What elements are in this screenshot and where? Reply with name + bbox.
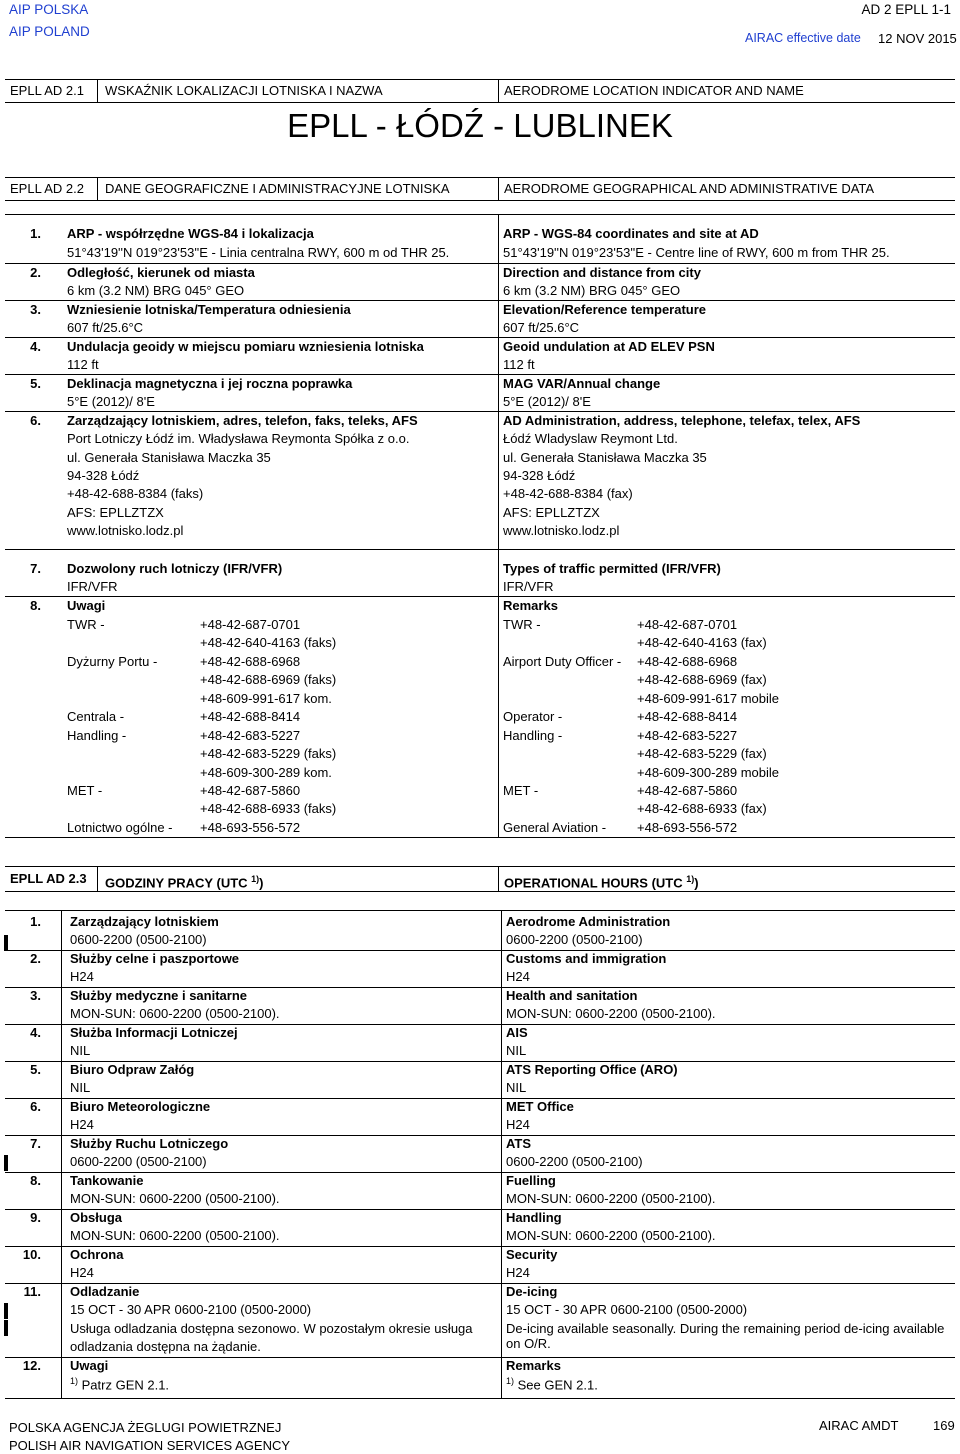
- hours-value-en: H24: [506, 969, 530, 984]
- remark-phone-en: +48-42-683-5227: [637, 728, 738, 743]
- section-bar-2-2: [5, 177, 955, 201]
- hours-heading-en: ATS: [506, 1136, 532, 1151]
- hours-heading-pl: Służby medyczne i sanitarne: [70, 988, 248, 1003]
- remark-phone-en: +48-609-300-289 mobile: [637, 765, 780, 780]
- hours-heading-en: Customs and immigration: [506, 951, 667, 966]
- hours-value-pl: MON-SUN: 0600-2200 (0500-2100).: [70, 1228, 280, 1243]
- hours-item-number: 9.: [30, 1210, 41, 1225]
- hours-item-number: 5.: [30, 1062, 41, 1077]
- change-marker: [4, 1155, 8, 1171]
- section-code: EPLL AD 2.2: [10, 181, 84, 196]
- remark-phone-en: +48-42-688-6969 (fax): [637, 672, 767, 687]
- hours-value-pl: NIL: [70, 1080, 91, 1095]
- section-code: EPLL AD 2.1: [10, 83, 84, 98]
- hours-item-number: 1.: [30, 914, 41, 929]
- remark-phone-en: +48-42-687-0701: [637, 617, 738, 632]
- section-bar-2-1: [5, 79, 955, 103]
- hours-heading-en: ATS Reporting Office (ARO): [506, 1062, 678, 1077]
- remark-phone-pl: +48-42-640-4163 (faks): [200, 635, 337, 650]
- hours-value-en: NIL: [506, 1080, 527, 1095]
- header-page-id: AD 2 EPLL 1-1: [861, 2, 951, 17]
- hours-heading-en: Health and sanitation: [506, 988, 638, 1003]
- item-value: 51°43'19''N 019°23'53''E - Centre line of RWY, 600 m from THR 25.: [503, 245, 890, 260]
- hours-value-pl: 0600-2200 (0500-2100): [70, 1154, 207, 1169]
- remark-phone-en: +48-42-688-6933 (fax): [637, 801, 767, 816]
- remark-phone-pl: +48-42-683-5229 (faks): [200, 746, 337, 761]
- remark-phone-pl: +48-42-683-5227: [200, 728, 301, 743]
- hours-item-number: 6.: [30, 1099, 41, 1114]
- hours-item-number: 4.: [30, 1025, 41, 1040]
- header-aip-poland: AIP POLAND: [9, 24, 90, 39]
- remark-label-pl: Centrala -: [67, 709, 125, 724]
- hours-item-number: 10.: [22, 1247, 41, 1262]
- hours-heading-pl: Zarządzający lotniskiem: [70, 914, 219, 929]
- hours-value-pl: H24: [70, 1265, 94, 1280]
- footer-agency-en: POLISH AIR NAVIGATION SERVICES AGENCY: [9, 1438, 291, 1453]
- hours-heading-en: MET Office: [506, 1099, 574, 1114]
- remark-phone-pl: +48-609-300-289 kom.: [200, 765, 332, 780]
- deicing-pl-line1: Usługa odladzania dostępna sezonowo. W pozostałym okresie usługa: [70, 1321, 473, 1336]
- change-marker: [4, 1320, 8, 1336]
- airac-date: 12 NOV 2015: [878, 31, 957, 46]
- hours-value-pl: MON-SUN: 0600-2200 (0500-2100).: [70, 1006, 280, 1021]
- hours-heading-pl: Ochrona: [70, 1247, 124, 1262]
- hours-value-en: 0600-2200 (0500-2100): [506, 1154, 643, 1169]
- remark-phone-en: +48-42-687-5860: [637, 783, 738, 798]
- remark-label-pl: Lotnictwo ogólne -: [67, 820, 173, 835]
- hours-value-pl: MON-SUN: 0600-2200 (0500-2100).: [70, 1191, 280, 1206]
- section-title-pl: DANE GEOGRAFICZNE I ADMINISTRACYJNE LOTNISKA: [105, 181, 450, 196]
- hours-heading-pl: Biuro Meteorologiczne: [70, 1099, 211, 1114]
- remark-phone-pl: +48-42-688-6969 (faks): [200, 672, 337, 687]
- remark-label-pl: MET -: [67, 783, 103, 798]
- hours-value-en: 0600-2200 (0500-2100): [506, 932, 643, 947]
- remark-phone-pl: +48-609-991-617 kom.: [200, 691, 332, 706]
- remark-label-en: TWR -: [503, 617, 541, 632]
- remark-label-pl: Dyżurny Portu -: [67, 654, 158, 669]
- hours-heading-en: Fuelling: [506, 1173, 556, 1188]
- remark-label-en: Handling -: [503, 728, 563, 743]
- remark-label-en: MET -: [503, 783, 539, 798]
- hours-heading-pl: Obsługa: [70, 1210, 123, 1225]
- footer-agency-pl: POLSKA AGENCJA ŻEGLUGI POWIETRZNEJ: [9, 1420, 282, 1435]
- page-title: EPLL - ŁÓDŹ - LUBLINEK: [287, 107, 673, 144]
- hours-value-en: MON-SUN: 0600-2200 (0500-2100).: [506, 1191, 716, 1206]
- deicing-en: De-icing available seasonally. During the remaining period de-icing available on O/R.: [506, 1321, 945, 1351]
- hours-value-pl: 0600-2200 (0500-2100): [70, 932, 207, 947]
- hours-heading-pl: Służby celne i paszportowe: [70, 951, 240, 966]
- section-title-en: AERODROME GEOGRAPHICAL AND ADMINISTRATIVE DATA: [504, 181, 875, 196]
- hours-item-number: 3.: [30, 988, 41, 1003]
- hours-value-pl: 15 OCT - 30 APR 0600-2100 (0500-2000): [70, 1302, 312, 1317]
- hours-heading-pl: Służby Ruchu Lotniczego: [70, 1136, 229, 1151]
- hours-item-number: 11.: [23, 1284, 41, 1299]
- hours-item-number: 2.: [30, 951, 41, 966]
- hours-value-en: H24: [506, 1117, 530, 1132]
- hours-value-en: NIL: [506, 1043, 527, 1058]
- remark-phone-en: +48-42-688-8414: [637, 709, 738, 724]
- hours-value-en: MON-SUN: 0600-2200 (0500-2100).: [506, 1006, 716, 1021]
- footer-amdt: AIRAC AMDT: [819, 1418, 899, 1433]
- header-aip-polska: AIP POLSKA: [9, 2, 89, 17]
- section-title-pl: WSKAŹNIK LOKALIZACJI LOTNISKA I NAZWA: [105, 83, 383, 98]
- hours-value-en: H24: [506, 1265, 530, 1280]
- remark-phone-pl: +48-42-687-0701: [200, 617, 301, 632]
- hours-heading-pl: Tankowanie: [70, 1173, 144, 1188]
- hours-heading-en: Aerodrome Administration: [506, 914, 671, 929]
- change-marker: [4, 1303, 8, 1319]
- hours-heading-en: Handling: [506, 1210, 562, 1225]
- hours-heading-en: Security: [506, 1247, 558, 1262]
- hours-item-number: 8.: [30, 1173, 41, 1188]
- hours-value-pl: NIL: [70, 1043, 91, 1058]
- hours-value-pl: H24: [70, 1117, 94, 1132]
- remark-phone-pl: +48-42-688-8414: [200, 709, 301, 724]
- remark-phone-en: +48-42-640-4163 (fax): [637, 635, 767, 650]
- remark-phone-pl: +48-42-687-5860: [200, 783, 301, 798]
- hours-heading-en: De-icing: [506, 1284, 558, 1299]
- hours-heading-pl: Biuro Odpraw Załóg: [70, 1062, 195, 1077]
- remark-label-en: Airport Duty Officer -: [503, 654, 622, 669]
- airac-label: AIRAC effective date: [745, 31, 861, 45]
- remark-phone-en: +48-42-688-6968: [637, 654, 738, 669]
- remark-phone-en: +48-609-991-617 mobile: [637, 691, 780, 706]
- hours-heading-pl: Odladzanie: [70, 1284, 140, 1299]
- section-title-en: AERODROME LOCATION INDICATOR AND NAME: [504, 83, 804, 98]
- hours-value-pl: H24: [70, 969, 94, 984]
- footer-page-number: 169: [933, 1418, 955, 1433]
- remark-label-pl: TWR -: [67, 617, 105, 632]
- item-heading: ARP - współrzędne WGS-84 i lokalizacja: [67, 226, 314, 241]
- item-heading: ARP - WGS-84 coordinates and site at AD: [503, 226, 759, 241]
- remark-phone-pl: +48-42-688-6933 (faks): [200, 801, 337, 816]
- remark-label-pl: Handling -: [67, 728, 127, 743]
- hours-heading-en: AIS: [506, 1025, 528, 1040]
- hours-value-en: MON-SUN: 0600-2200 (0500-2100).: [506, 1228, 716, 1243]
- remark-phone-pl: +48-693-556-572: [200, 820, 301, 835]
- remark-label-en: Operator -: [503, 709, 563, 724]
- remark-label-en: General Aviation -: [503, 820, 607, 835]
- remark-phone-pl: +48-42-688-6968: [200, 654, 301, 669]
- deicing-pl-line2: odladzania dostępna na żądanie.: [70, 1339, 261, 1354]
- remark-phone-en: +48-693-556-572: [637, 820, 738, 835]
- item-value: 51°43'19''N 019°23'53''E - Linia centralna RWY, 600 m od THR 25.: [67, 245, 450, 260]
- hours-item-number: 7.: [30, 1136, 41, 1151]
- hours-value-en: 15 OCT - 30 APR 0600-2100 (0500-2000): [506, 1302, 748, 1317]
- hours-heading-pl: Służba Informacji Lotniczej: [70, 1025, 238, 1040]
- section-bar-2-3: EPLL AD 2.3 GODZINY PRACY (UTC $^{1)}$) OPERATIONAL HOURS (UTC $^{1)}$): [5, 866, 955, 892]
- remark-phone-en: +48-42-683-5229 (fax): [637, 746, 767, 761]
- change-marker: [4, 935, 8, 951]
